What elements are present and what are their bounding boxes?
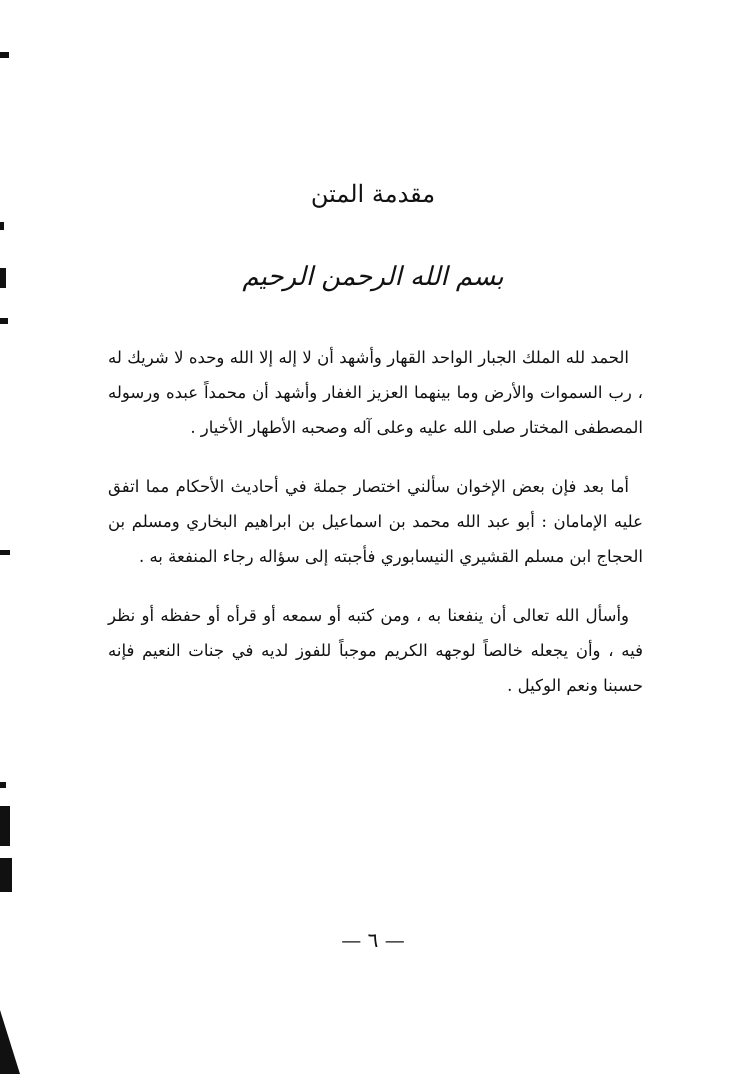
paragraph-supplication: وأسأل الله تعالى أن ينفعنا به ، ومن كتبه أو سمعه أو قرأه أو حفظه أو نظر فيه ، وأن يجعله خالصاً لوجهه الكريم موجباً للفوز لديه في جنات النعيم فإنه حسبنا ونعم الوكيل .	[108, 606, 643, 695]
scan-edge-mark	[0, 1010, 20, 1074]
scan-edge-mark	[0, 318, 8, 324]
body-text	[108, 340, 643, 727]
paragraph-purpose: أما بعد فإن بعض الإخوان سألني اختصار جملة في أحاديث الأحكام مما اتفق عليه الإمامان : أبو عبد الله محمد بن اسماعيل بن ابراهيم البخاري ومسلم بن الحجاج ابن مسلم القشيري النيسابوري فأجبته إلى سؤاله رجاء المنفعة به .	[108, 477, 643, 566]
scan-edge-mark	[0, 550, 10, 555]
scan-edge-mark	[0, 806, 10, 846]
scan-edge-mark	[0, 858, 12, 892]
paragraph-praise: الحمد لله الملك الجبار الواحد القهار وأشهد أن لا إله إلا الله وحده لا شريك له ، رب السموات والأرض وما بينهما العزيز الغفار وأشهد أن محمداً عبده ورسوله المصطفى المختار صلى الله عليه وعلى آله وصحبه الأطهار الأخيار .	[108, 348, 643, 437]
scan-edge-mark	[0, 52, 9, 58]
page-title: مقدمة المتن	[310, 180, 436, 208]
scan-edge-mark	[0, 222, 4, 230]
scan-edge-mark	[0, 782, 6, 788]
basmala-calligraphy: بسم الله الرحمن الرحيم	[242, 262, 504, 292]
page-number: — ٦ —	[341, 928, 405, 952]
